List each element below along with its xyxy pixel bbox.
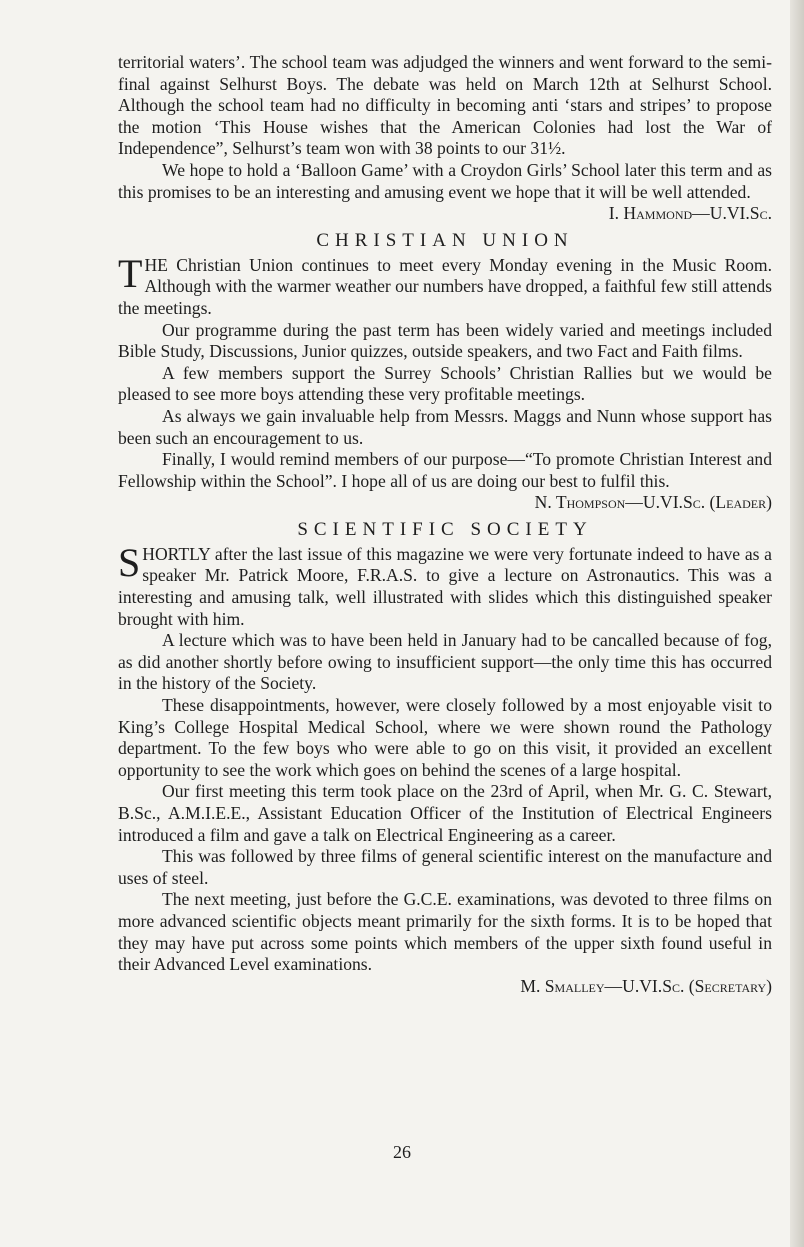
magazine-page <box>118 52 772 997</box>
scientific-society-paragraph-4: Our first meeting this term took place on the 23rd of April, when Mr. G. C. Stewart, B.Sc., A.M.I.E.E., Assistant Education Officer of the Institution of Electrical Engineers introduced a film and gave a talk on Electrical Engineering as a career. <box>118 781 772 845</box>
christian-union-dropcap: T <box>118 250 143 296</box>
scientific-society-section <box>118 518 772 997</box>
christian-union-section <box>118 229 772 514</box>
debate-paragraph-2: We hope to hold a ‘Balloon Game’ with a Croydon Girls’ School later this term and as this promises to be an interesting and amusing event we hope that it will be well attended. <box>118 159 772 202</box>
christian-union-heading: CHRISTIAN UNION <box>316 229 574 251</box>
debate-signature-row <box>118 203 772 225</box>
scientific-society-paragraph-5: This was followed by three films of general scientific interest on the manufacture and uses of steel. <box>118 846 772 888</box>
debate-section <box>118 52 772 225</box>
christian-union-paragraph-2: Our programme during the past term has been widely varied and meetings included Bible Study, Discussions, Junior quizzes, outside speakers, and two Fact and Faith films. <box>118 319 772 362</box>
christian-union-paragraph-3: A few members support the Surrey Schools’ Christian Rallies but we would be pleased to see more boys attending these very profitable meetings. <box>118 362 772 405</box>
scientific-society-paragraph-1 <box>118 539 772 630</box>
scientific-society-heading: SCIENTIFIC SOCIETY <box>297 518 593 540</box>
debate-paragraph-1: territorial waters’. The school team was adjudged the winners and went forward to the semi-final against Selhurst Boys. The debate was held on March 12th at Selhurst School. Although the school team had no difficulty in becoming anti ‘stars and stripes’ to propose the motion ‘This House wishes that the American Colonies had lost the War of Independence”, Selhurst’s team won with 38 points to our 31½. <box>118 52 772 159</box>
scientific-society-signature: M. Smalley—U.VI.Sc. (Secretary) <box>520 975 772 996</box>
page-number: 26 <box>393 1142 411 1162</box>
christian-union-paragraph-1 <box>118 250 772 320</box>
christian-union-paragraph-4: As always we gain invaluable help from Messrs. Maggs and Nunn whose support has been such an encouragement to us. <box>118 405 772 448</box>
christian-union-signature: N. Thompson—U.VI.Sc. (Leader) <box>534 492 772 513</box>
scientific-society-paragraph-1-text: HORTLY after the last issue of this magazine we were very fortunate indeed to have as a speaker Mr. Patrick Moore, F.R.A.S. to give a lecture on Astronautics. This was a interesting and amusing talk, well illustrated with slides which this distinguished speaker brought with him. <box>118 543 772 629</box>
scientific-society-signature-row <box>118 976 772 998</box>
debate-signature: I. Hammond—U.VI.Sc. <box>608 203 772 224</box>
page-edge-shadow <box>790 0 804 1247</box>
scientific-society-paragraph-6: The next meeting, just before the G.C.E. examinations, was devoted to three films on more advanced scientific objects meant primarily for the sixth forms. It is to be hoped that they may have put across some points which members of the upper sixth found useful in their Advanced Level examinations. <box>118 889 772 975</box>
scientific-society-paragraph-2: A lecture which was to have been held in January had to be cancalled because of fog, as did another shortly before owing to insufficient support—the only time this has occurred in the history of the Society. <box>118 630 772 694</box>
christian-union-paragraph-1-text: HE Christian Union continues to meet every Monday evening in the Music Room. Although with the warmer weather our numbers have dropped, a faithful few still attends the meetings. <box>118 254 772 318</box>
christian-union-signature-row <box>118 492 772 514</box>
scientific-society-paragraph-3: These disappointments, however, were closely followed by a most enjoyable visit to King’s College Hospital Medical School, where we were shown round the Pathology department. To the few boys who were able to go on this visit, it provided an excellent opportunity to see the work which goes on behind the scenes of a large hospital. <box>118 695 772 780</box>
christian-union-paragraph-5: Finally, I would remind members of our purpose—“To promote Christian Interest and Fellowship within the School”. I hope all of us are doing our best to fulfil this. <box>118 449 772 491</box>
scientific-society-dropcap: S <box>118 539 141 585</box>
